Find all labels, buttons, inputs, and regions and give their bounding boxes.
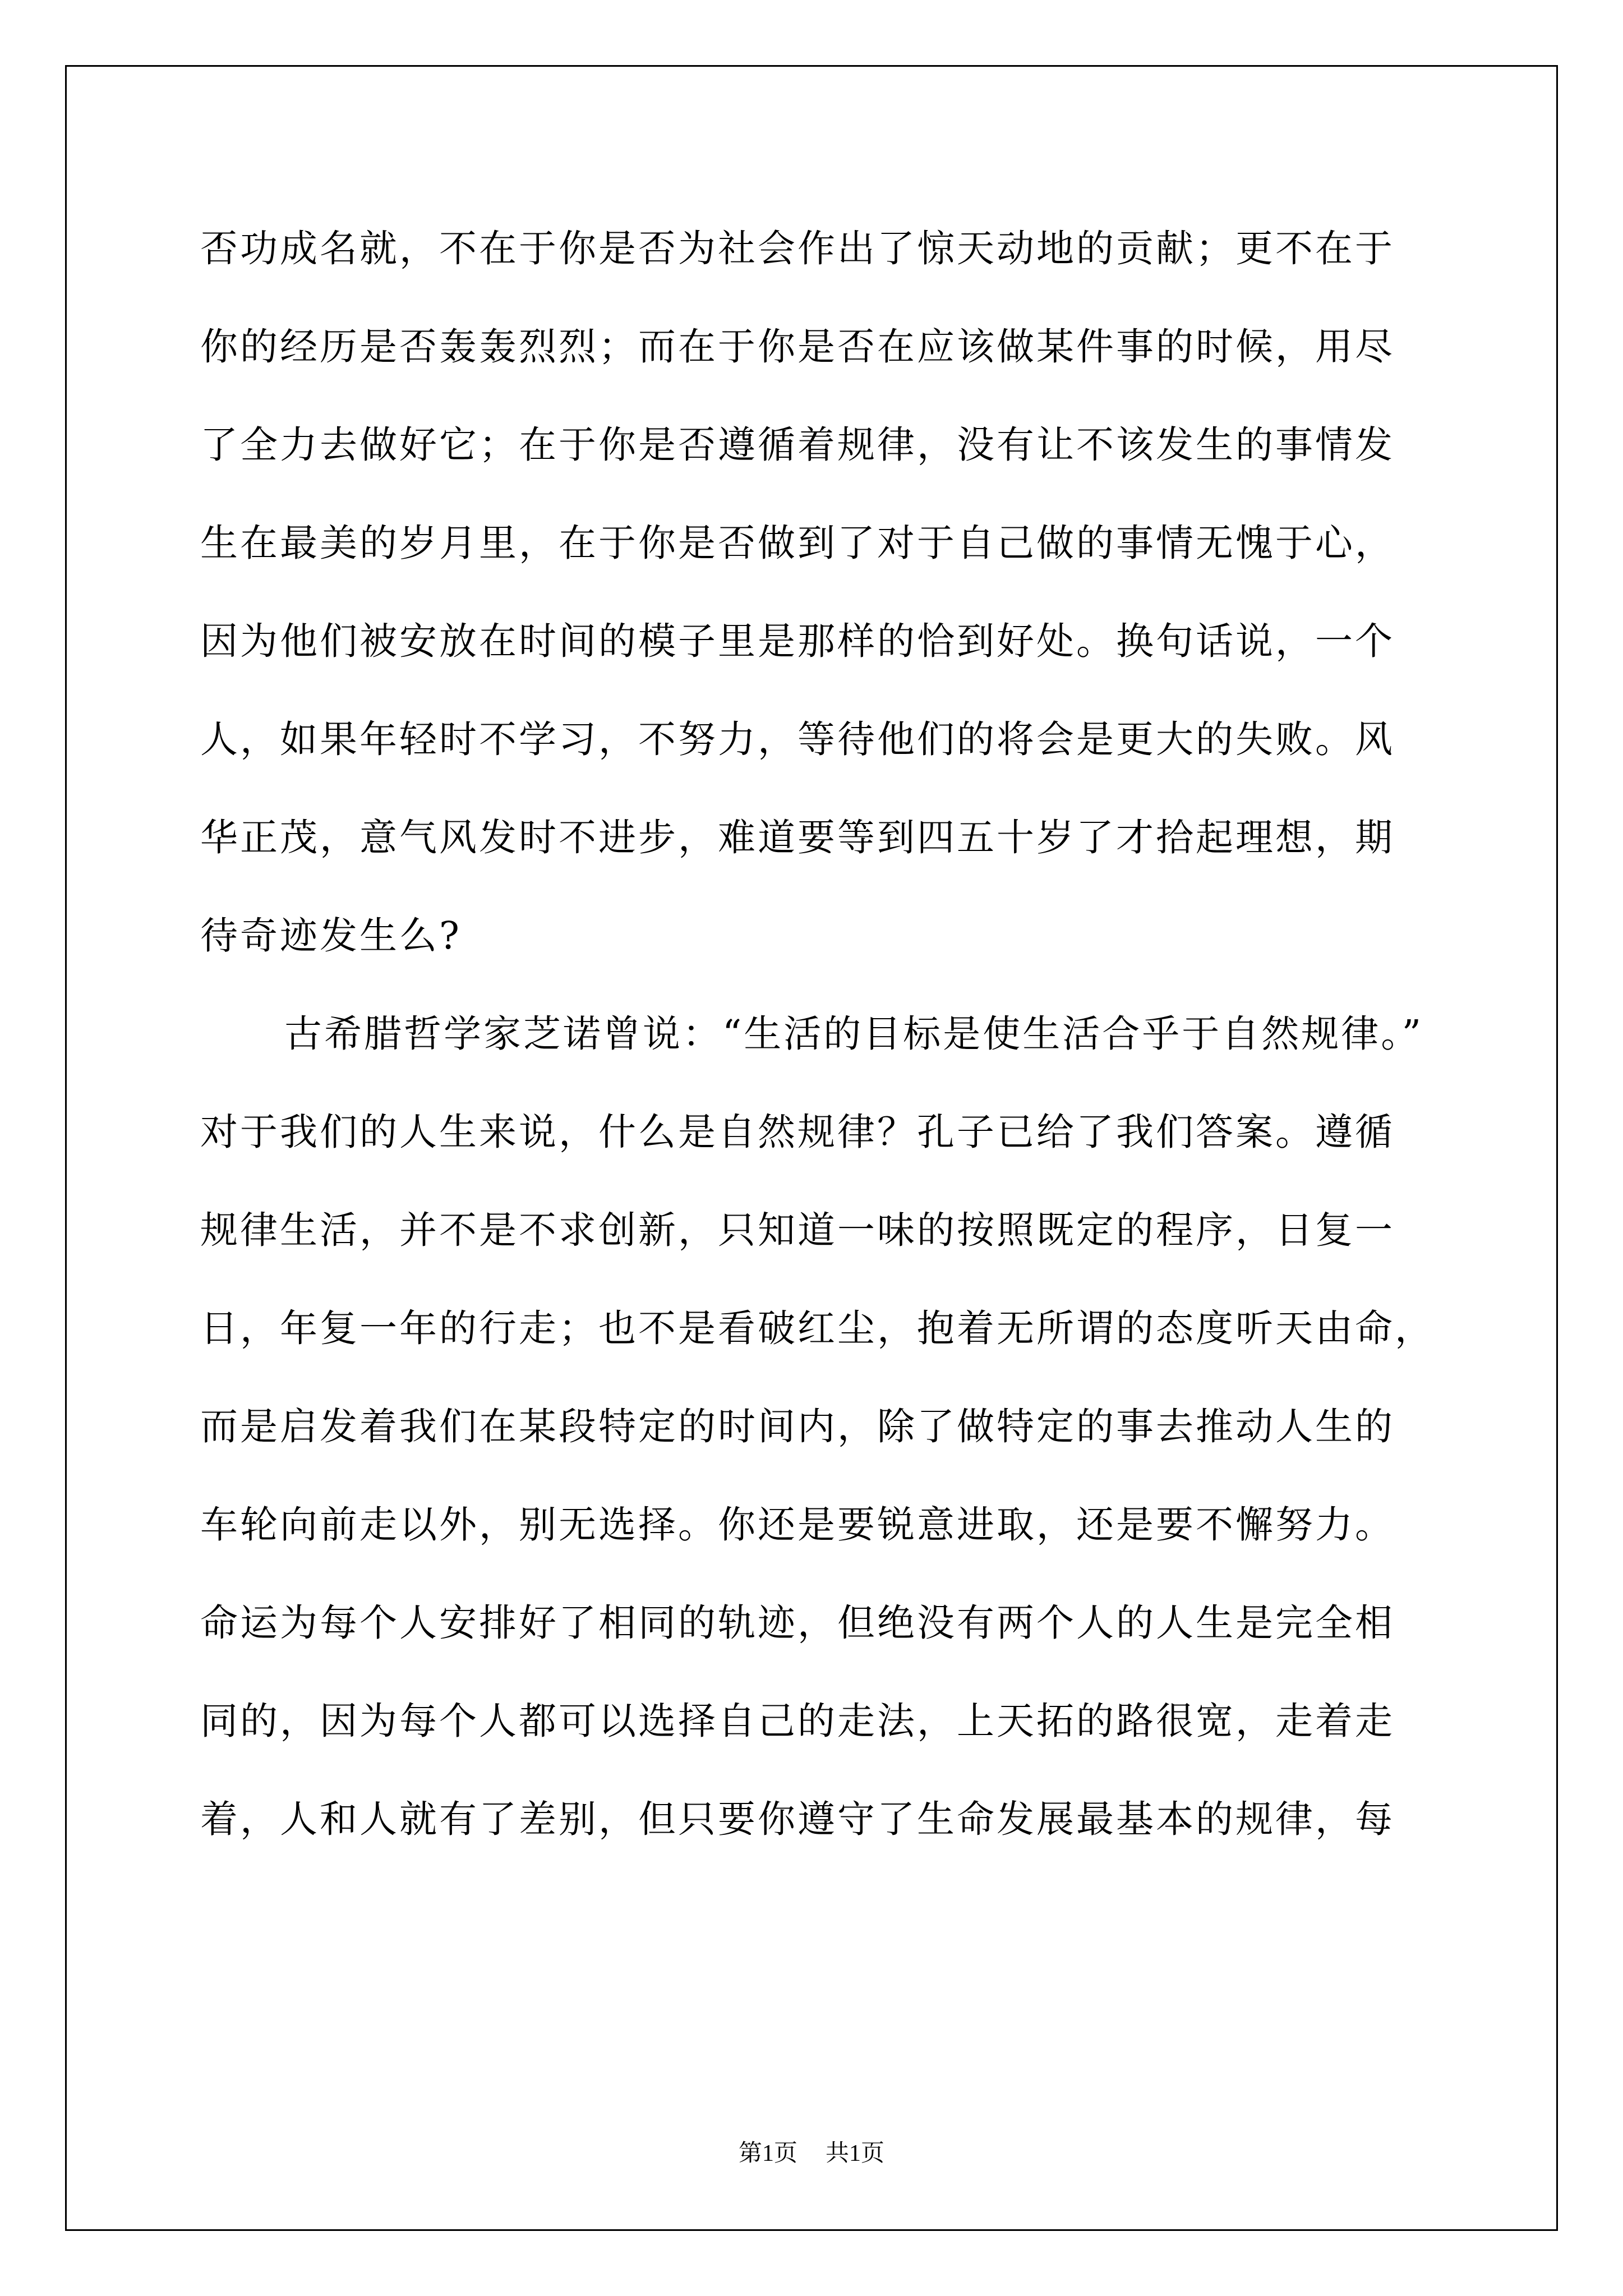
text-line: 华正茂，意气风发时不进步，难道要等到四五十岁了才拾起理想，期 bbox=[200, 816, 1395, 859]
text-line: 生在最美的岁月里，在于你是否做到了对于自己做的事情无愧于心， bbox=[200, 521, 1395, 565]
page-number: 第1页 bbox=[738, 2141, 797, 2166]
text-line: 否功成名就，不在于你是否为社会作出了惊天动地的贡献；更不在于 bbox=[200, 227, 1395, 270]
text-line: 了全力去做好它；在于你是否遵循着规律，没有让不该发生的事情发 bbox=[200, 423, 1395, 467]
text-line: 命运为每个人安排好了相同的轨迹，但绝没有两个人的人生是完全相 bbox=[200, 1601, 1395, 1645]
page-total: 共1页 bbox=[826, 2141, 885, 2166]
text-line: 着，人和人就有了差别，但只要你遵守了生命发展最基本的规律，每 bbox=[200, 1797, 1395, 1841]
document-body bbox=[200, 218, 1440, 1887]
text-line: 你的经历是否轰轰烈烈；而在于你是否在应该做某件事的时候，用尽 bbox=[200, 325, 1395, 369]
text-line: 因为他们被安放在时间的模子里是那样的恰到好处。换句话说，一个 bbox=[200, 619, 1395, 663]
text-line: 同的，因为每个人都可以选择自己的走法，上天拓的路很宽，走着走 bbox=[200, 1699, 1395, 1743]
text-line: 日，年复一年的行走；也不是看破红尘，抱着无所谓的态度听天由命， bbox=[200, 1306, 1435, 1350]
text-line: 而是启发着我们在某段特定的时间内，除了做特定的事去推动人生的 bbox=[200, 1405, 1395, 1448]
text-line: 规律生活，并不是不求创新，只知道一味的按照既定的程序，日复一 bbox=[200, 1208, 1395, 1252]
page-footer bbox=[0, 2134, 1623, 2168]
text-line: 车轮向前走以外，别无选择。你还是要锐意进取，还是要不懈努力。 bbox=[200, 1503, 1395, 1547]
paragraph-start-line: 古希腊哲学家芝诺曾说：“生活的目标是使生活合乎于自然规律。” bbox=[284, 1012, 1424, 1056]
text-line: 待奇迹发生么? bbox=[200, 914, 462, 958]
text-line: 人，如果年轻时不学习，不努力，等待他们的将会是更大的失败。风 bbox=[200, 717, 1395, 761]
text-line: 对于我们的人生来说，什么是自然规律？孔子已给了我们答案。遵循 bbox=[200, 1110, 1395, 1154]
